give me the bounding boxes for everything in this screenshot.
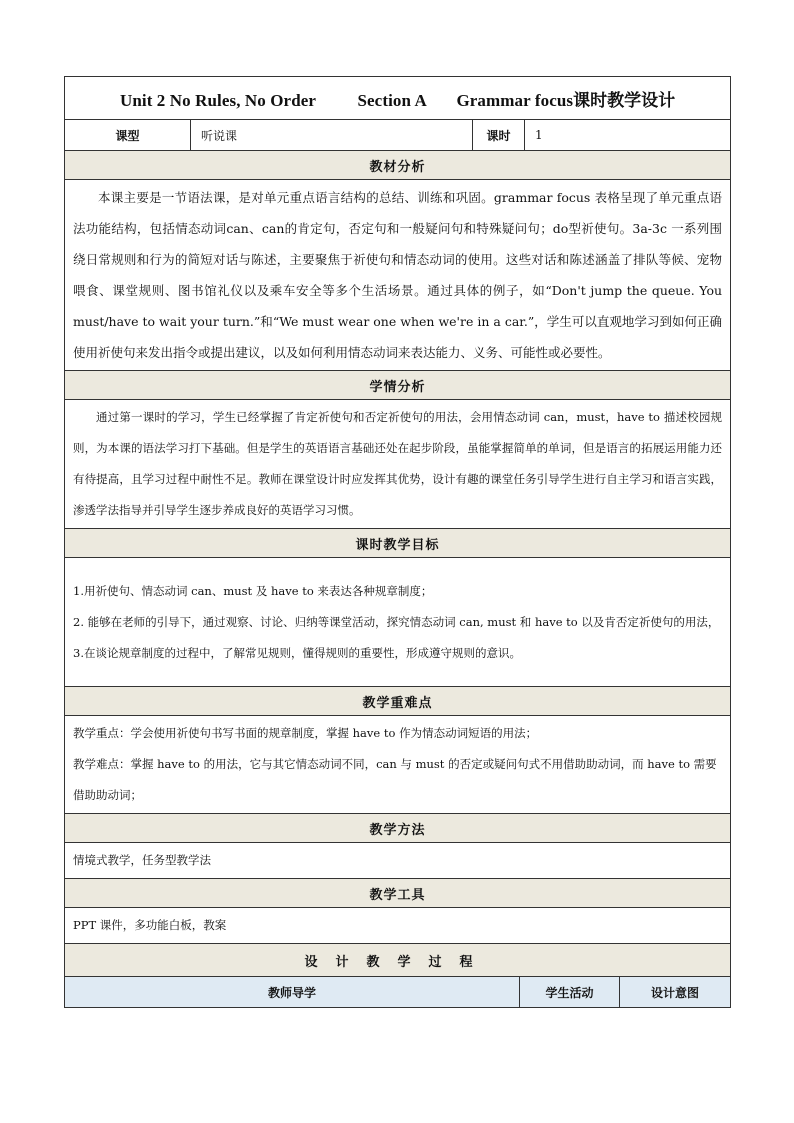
materials-heading: 教材分析 [65,151,731,180]
tools-heading: 教学工具 [65,879,731,908]
objectives-list [65,558,731,687]
title-unit: Unit 2 No Rules, No Order [119,90,317,110]
tools-text: PPT 课件，多功能白板，教案 [65,908,731,944]
materials-text: 本课主要是一节语法课，是对单元重点语言结构的总结、训练和巩固。grammar focus 表格呈现了单元重点语法功能结构，包括情态动词can、can的肯定句，否定句和一般疑问句和特殊疑问句；do型祈使句。3a-3c 一系列围绕日常规则和行为的简短对话与陈述，主要聚焦于祈使句和情态动词的使用。这些对话和陈述涵盖了排队等候、宠物喂食、课堂规则、图书馆礼仪以及乘车安全等多个生活场景。通过具体的例子，如“Don't jump the queue. You must/have to wait your turn.”和“We must wear one when we're in a car.”，学生可以直观地学习到如何正确使用祈使句来发出指令或提出建议，以及如何利用情态动词来表达能力、义务、可能性或必要性。 [65,180,731,371]
learners-heading: 学情分析 [65,371,731,400]
column-header-student: 学生活动 [520,977,620,1008]
objective-item: 2. 能够在老师的引导下，通过观察、讨论、归纳等课堂活动，探究情态动词 can, must 和 have to 以及肯否定祈使句的用法， [73,614,720,629]
period-label: 课时 [473,120,525,151]
methods-heading: 教学方法 [65,814,731,843]
process-table [64,976,731,1008]
title-focus: Grammar focus [456,90,574,110]
lesson-type-label: 课型 [65,120,191,151]
methods-text: 情境式教学，任务型教学法 [65,843,731,879]
column-header-intent: 设计意图 [620,977,731,1008]
learners-text: 通过第一课时的学习，学生已经掌握了肯定祈使句和否定祈使句的用法，会用情态动词 can，must，have to 描述校园规则，为本课的语法学习打下基础。但是学生的英语语言基础还处在起步阶段，虽能掌握简单的单词，但是语言的拓展运用能力还有待提高，且学习过程中耐性不足。教师在课堂设计时应发挥其优势，设计有趣的课堂任务引导学生进行自主学习和语言实践，渗透学法指导并引导学生逐步养成良好的英语学习习惯。 [65,400,731,529]
objectives-heading: 课时教学目标 [65,529,731,558]
lesson-type-value: 听说课 [191,120,473,151]
title-suffix: 课时教学设计 [573,90,676,111]
document-title [65,77,731,120]
keypoint-item: 教学重点：学会使用祈使句书写书面的规章制度，掌握 have to 作为情态动词短语的用法； [73,726,538,740]
period-value: 1 [525,120,731,151]
title-section: Section A [357,90,427,110]
column-header-teacher: 教师导学 [65,977,520,1008]
keypoints-list [65,716,731,814]
lesson-plan-document [64,76,730,1008]
keypoint-item: 教学难点：掌握 have to 的用法，它与其它情态动词不同，can 与 must 的否定或疑问句式不用借助助动词，而 have to 需要借助助动词； [73,757,717,802]
lesson-plan-table [64,76,731,977]
keypoints-heading: 教学重难点 [65,687,731,716]
process-heading: 设计教学过程 [65,944,731,977]
objective-item: 3.在谈论规章制度的过程中，了解常见规则，懂得规则的重要性，形成遵守规则的意识。 [73,645,521,660]
objective-item: 1.用祈使句、情态动词 can、must 及 have to 来表达各种规章制度； [73,583,433,598]
